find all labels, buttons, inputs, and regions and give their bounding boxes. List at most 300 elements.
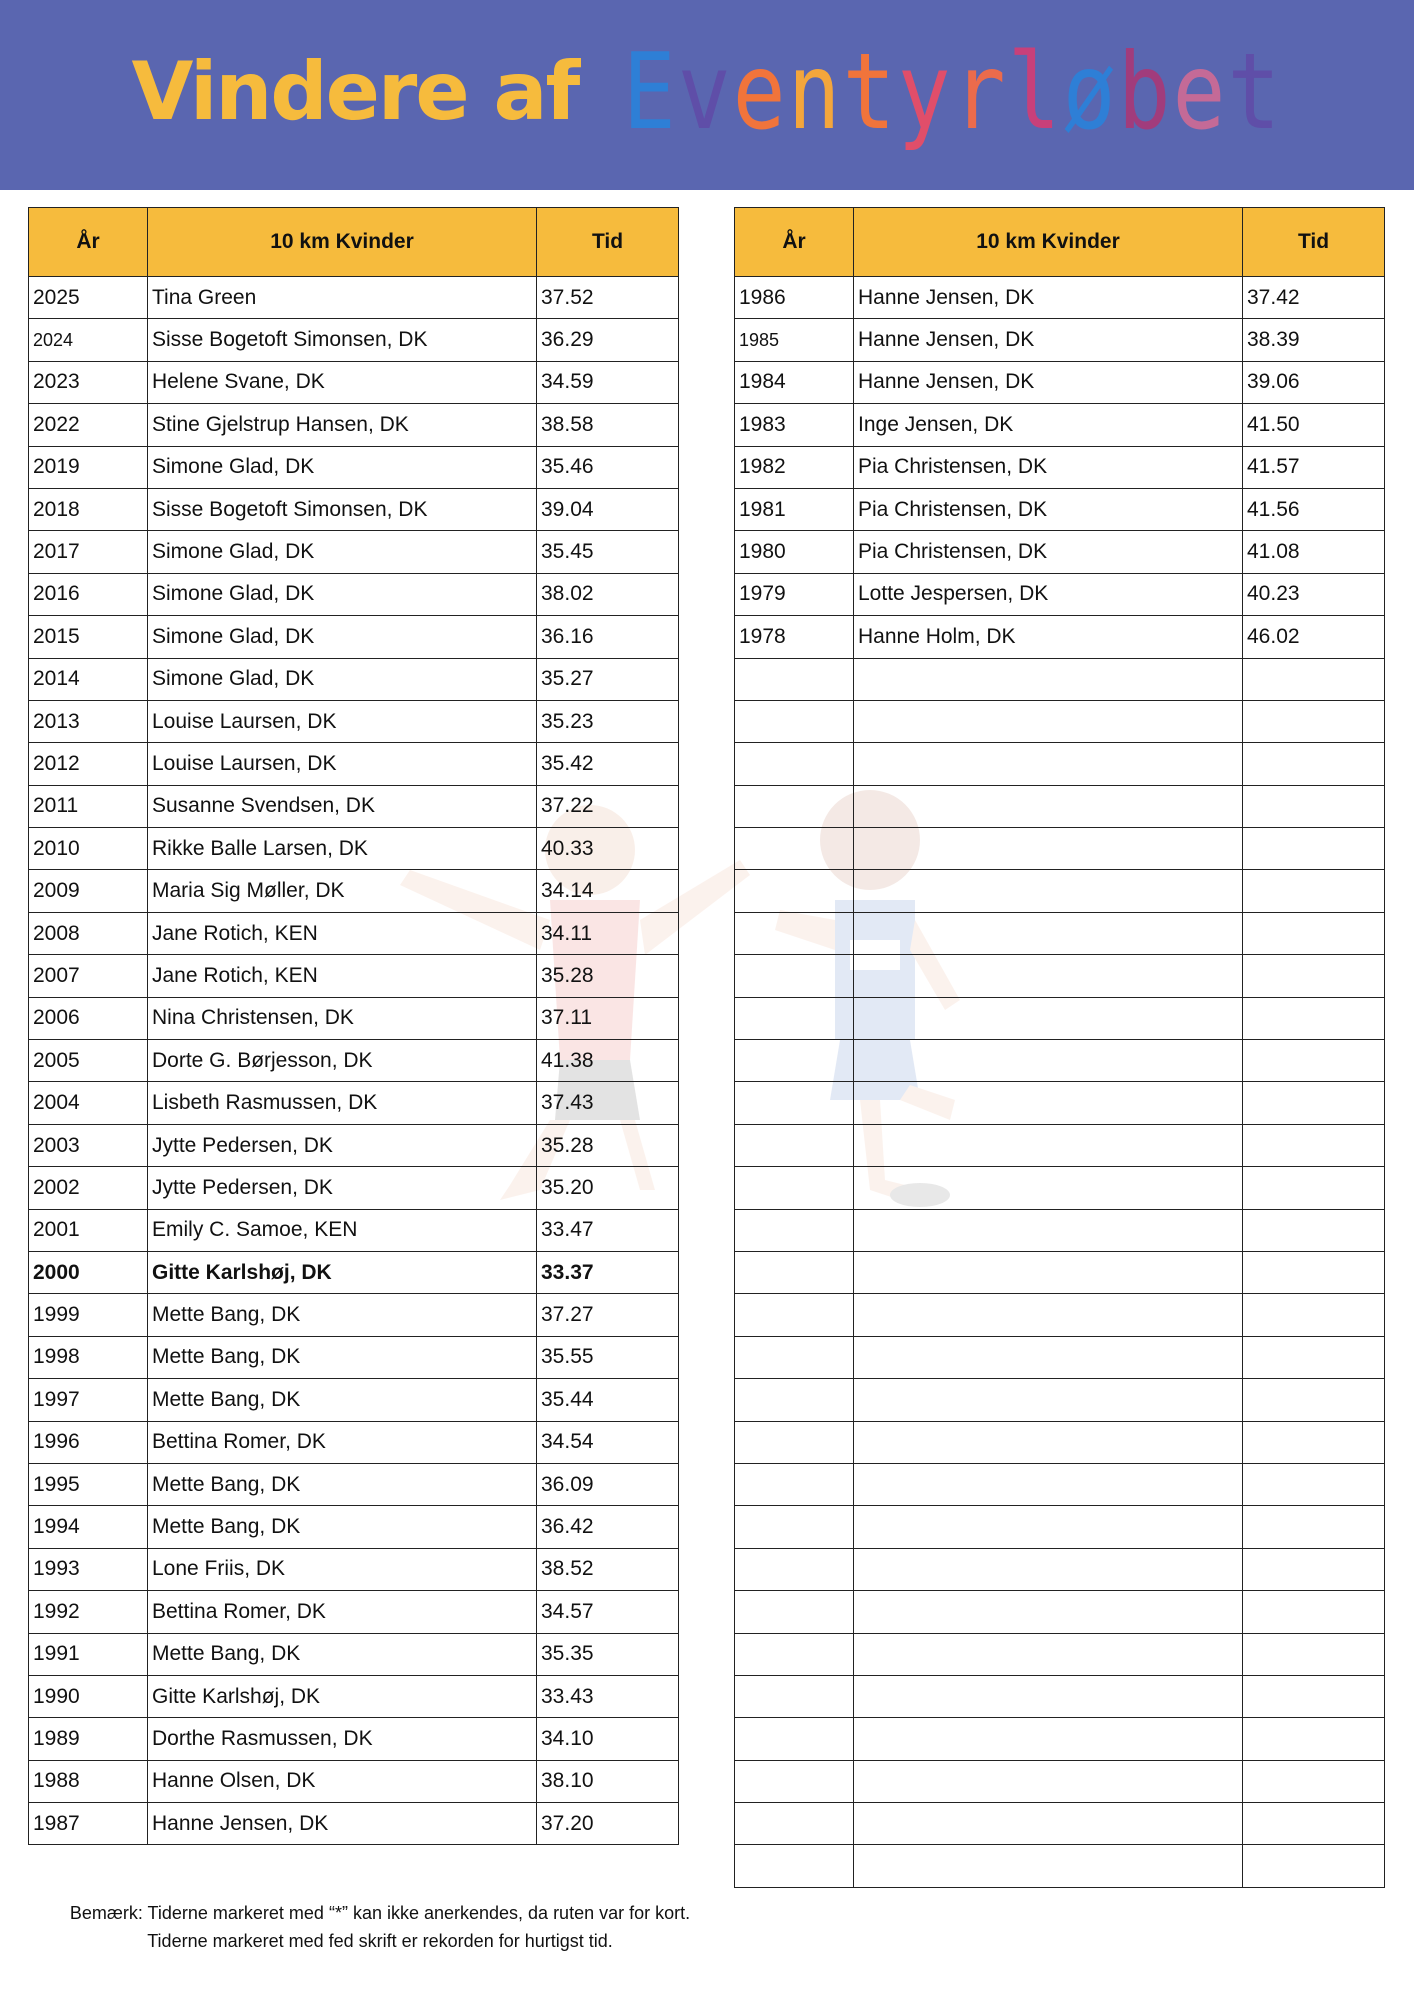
table-body-left (29, 277, 679, 1845)
cell-year: 1992 (29, 1591, 148, 1633)
table-row (29, 1124, 679, 1166)
table-row (29, 361, 679, 403)
cell-time: 37.52 (537, 277, 679, 319)
table-row (29, 1251, 679, 1293)
table-row (735, 955, 1385, 997)
cell-name: Pia Christensen, DK (854, 531, 1243, 573)
cell-name: Jane Rotich, KEN (148, 912, 537, 954)
cell-name: Lone Friis, DK (148, 1548, 537, 1590)
table-row (735, 1675, 1385, 1717)
cell-time (1243, 1294, 1385, 1336)
cell-name (854, 828, 1243, 870)
cell-time: 38.02 (537, 573, 679, 615)
cell-name (854, 1124, 1243, 1166)
cell-year (735, 1718, 854, 1760)
cell-name: Bettina Romer, DK (148, 1591, 537, 1633)
cell-name: Jytte Pedersen, DK (148, 1167, 537, 1209)
cell-name: Mette Bang, DK (148, 1294, 537, 1336)
cell-name (854, 912, 1243, 954)
cell-year (735, 870, 854, 912)
cell-time: 41.50 (1243, 404, 1385, 446)
cell-time: 40.33 (537, 828, 679, 870)
table-row (29, 404, 679, 446)
cell-name: Inge Jensen, DK (854, 404, 1243, 446)
cell-time (1243, 658, 1385, 700)
cell-time: 35.23 (537, 700, 679, 742)
cell-year: 2000 (29, 1251, 148, 1293)
cell-time: 37.11 (537, 997, 679, 1039)
cell-time: 35.46 (537, 446, 679, 488)
cell-year: 1998 (29, 1336, 148, 1378)
cell-year (735, 1040, 854, 1082)
cell-name: Sisse Bogetoft Simonsen, DK (148, 319, 537, 361)
cell-year: 2008 (29, 912, 148, 954)
table-row (735, 700, 1385, 742)
table-row (735, 912, 1385, 954)
cell-name: Emily C. Samoe, KEN (148, 1209, 537, 1251)
table-row (735, 616, 1385, 658)
cell-name: Hanne Jensen, DK (854, 361, 1243, 403)
cell-year: 2012 (29, 743, 148, 785)
logo-letter: n (787, 29, 843, 154)
table-row (29, 446, 679, 488)
cell-time: 35.35 (537, 1633, 679, 1675)
cell-time: 34.59 (537, 361, 679, 403)
cell-year (735, 1209, 854, 1251)
cell-year: 1981 (735, 488, 854, 530)
cell-name: Mette Bang, DK (148, 1379, 537, 1421)
cell-year: 1983 (735, 404, 854, 446)
table-row (735, 1506, 1385, 1548)
cell-name (854, 1082, 1243, 1124)
cell-year: 2013 (29, 700, 148, 742)
table-row (735, 1124, 1385, 1166)
cell-time (1243, 1209, 1385, 1251)
cell-year: 2022 (29, 404, 148, 446)
cell-year: 1997 (29, 1379, 148, 1421)
cell-name (854, 1040, 1243, 1082)
cell-name (854, 785, 1243, 827)
cell-year: 2002 (29, 1167, 148, 1209)
cell-time (1243, 1506, 1385, 1548)
cell-time (1243, 1463, 1385, 1505)
cell-name: Simone Glad, DK (148, 446, 537, 488)
cell-time (1243, 1167, 1385, 1209)
cell-year (735, 1167, 854, 1209)
table-row (29, 1082, 679, 1124)
cell-name (854, 658, 1243, 700)
cell-name: Gitte Karlshøj, DK (148, 1251, 537, 1293)
cell-name: Hanne Jensen, DK (854, 277, 1243, 319)
cell-year (735, 1294, 854, 1336)
cell-name (854, 1633, 1243, 1675)
cell-time: 36.29 (537, 319, 679, 361)
cell-year: 1980 (735, 531, 854, 573)
cell-year (735, 1506, 854, 1548)
cell-year: 1978 (735, 616, 854, 658)
cell-year: 2010 (29, 828, 148, 870)
table-row (29, 997, 679, 1039)
cell-time: 36.09 (537, 1463, 679, 1505)
cell-time (1243, 1760, 1385, 1802)
table-row (735, 277, 1385, 319)
cell-year: 2016 (29, 573, 148, 615)
table-header-row (29, 208, 679, 277)
logo-letter: e (1172, 29, 1228, 154)
cell-time: 36.16 (537, 616, 679, 658)
cell-year (735, 1591, 854, 1633)
table-row (29, 488, 679, 530)
header-name: 10 km Kvinder (148, 208, 537, 277)
cell-time (1243, 785, 1385, 827)
table-row (29, 1209, 679, 1251)
cell-name: Hanne Jensen, DK (854, 319, 1243, 361)
cell-year: 2019 (29, 446, 148, 488)
table-row (29, 1463, 679, 1505)
cell-year: 1985 (735, 319, 854, 361)
table-row (735, 1591, 1385, 1633)
cell-time (1243, 700, 1385, 742)
cell-year (735, 1336, 854, 1378)
logo-letter: v (677, 29, 733, 154)
table-row (735, 1463, 1385, 1505)
cell-time (1243, 1379, 1385, 1421)
table-row (29, 1633, 679, 1675)
cell-name (854, 1167, 1243, 1209)
cell-name: Hanne Holm, DK (854, 616, 1243, 658)
cell-name: Lotte Jespersen, DK (854, 573, 1243, 615)
cell-name (854, 1760, 1243, 1802)
table-row (29, 700, 679, 742)
table-body-right (735, 277, 1385, 1888)
cell-time (1243, 828, 1385, 870)
cell-year: 2017 (29, 531, 148, 573)
cell-year (735, 1379, 854, 1421)
cell-name: Bettina Romer, DK (148, 1421, 537, 1463)
cell-year: 1995 (29, 1463, 148, 1505)
cell-year: 1979 (735, 573, 854, 615)
cell-year (735, 1803, 854, 1845)
table-row (735, 1718, 1385, 1760)
cell-time: 33.47 (537, 1209, 679, 1251)
cell-year: 2024 (29, 319, 148, 361)
table-row (29, 1506, 679, 1548)
cell-name: Pia Christensen, DK (854, 488, 1243, 530)
cell-year (735, 997, 854, 1039)
cell-time (1243, 1718, 1385, 1760)
table-row (29, 912, 679, 954)
cell-time: 37.43 (537, 1082, 679, 1124)
table-row (735, 573, 1385, 615)
cell-year: 2009 (29, 870, 148, 912)
cell-name (854, 997, 1243, 1039)
table-row (29, 1040, 679, 1082)
cell-year: 1991 (29, 1633, 148, 1675)
cell-name (854, 1675, 1243, 1717)
table-row (29, 1421, 679, 1463)
logo-letter: t (842, 29, 898, 154)
cell-time (1243, 1548, 1385, 1590)
table-row (735, 828, 1385, 870)
cell-name (854, 1294, 1243, 1336)
table-row (29, 743, 679, 785)
logo-letter: e (732, 29, 788, 154)
cell-year: 1990 (29, 1675, 148, 1717)
table-row (735, 1421, 1385, 1463)
cell-time (1243, 1251, 1385, 1293)
table-row (735, 743, 1385, 785)
cell-year (735, 1463, 854, 1505)
cell-time (1243, 955, 1385, 997)
cell-time: 35.20 (537, 1167, 679, 1209)
cell-time: 35.55 (537, 1336, 679, 1378)
cell-year (735, 828, 854, 870)
cell-time: 34.10 (537, 1718, 679, 1760)
cell-year (735, 912, 854, 954)
table-row (735, 1633, 1385, 1675)
table-row (735, 1803, 1385, 1845)
cell-year: 1984 (735, 361, 854, 403)
cell-name: Jytte Pedersen, DK (148, 1124, 537, 1166)
logo-letter: ø (1062, 29, 1118, 154)
cell-name: Mette Bang, DK (148, 1336, 537, 1378)
cell-time: 34.57 (537, 1591, 679, 1633)
cell-time: 38.39 (1243, 319, 1385, 361)
table-row (29, 277, 679, 319)
cell-name: Nina Christensen, DK (148, 997, 537, 1039)
table-row (735, 361, 1385, 403)
cell-time: 34.54 (537, 1421, 679, 1463)
table-row (29, 870, 679, 912)
cell-year: 2025 (29, 277, 148, 319)
cell-time: 33.37 (537, 1251, 679, 1293)
table-row (29, 658, 679, 700)
cell-name: Dorte G. Børjesson, DK (148, 1040, 537, 1082)
cell-time: 37.20 (537, 1803, 679, 1845)
table-row (29, 1591, 679, 1633)
cell-time: 38.58 (537, 404, 679, 446)
table-row (735, 446, 1385, 488)
logo-letter: y (897, 29, 953, 154)
cell-name: Mette Bang, DK (148, 1633, 537, 1675)
cell-year (735, 1548, 854, 1590)
cell-name (854, 1845, 1243, 1887)
cell-year: 2004 (29, 1082, 148, 1124)
table-header-row (735, 208, 1385, 277)
cell-time: 39.06 (1243, 361, 1385, 403)
cell-name (854, 870, 1243, 912)
table-row (735, 1294, 1385, 1336)
cell-year: 2006 (29, 997, 148, 1039)
cell-year (735, 700, 854, 742)
cell-name (854, 743, 1243, 785)
table-row (735, 1167, 1385, 1209)
cell-time: 35.45 (537, 531, 679, 573)
cell-year: 1999 (29, 1294, 148, 1336)
table-row (29, 1760, 679, 1802)
cell-name: Simone Glad, DK (148, 573, 537, 615)
logo-letter: t (1227, 29, 1283, 154)
table-row (29, 1718, 679, 1760)
cell-name: Tina Green (148, 277, 537, 319)
logo-letter: l (1007, 29, 1063, 154)
logo-letter: r (952, 29, 1008, 154)
table-row (735, 1251, 1385, 1293)
table-row (29, 1167, 679, 1209)
cell-time: 40.23 (1243, 573, 1385, 615)
table-row (735, 404, 1385, 446)
cell-name (854, 1336, 1243, 1378)
table-row (29, 828, 679, 870)
cell-name: Louise Laursen, DK (148, 700, 537, 742)
cell-year (735, 1675, 854, 1717)
table-row (735, 997, 1385, 1039)
cell-name (854, 1209, 1243, 1251)
table-row (735, 1379, 1385, 1421)
cell-name: Gitte Karlshøj, DK (148, 1675, 537, 1717)
cell-time: 38.10 (537, 1760, 679, 1802)
cell-year: 2001 (29, 1209, 148, 1251)
table-row (735, 1760, 1385, 1802)
cell-time (1243, 1591, 1385, 1633)
cell-name: Maria Sig Møller, DK (148, 870, 537, 912)
cell-name: Simone Glad, DK (148, 531, 537, 573)
cell-time (1243, 1082, 1385, 1124)
cell-name (854, 955, 1243, 997)
cell-name: Simone Glad, DK (148, 658, 537, 700)
cell-time (1243, 743, 1385, 785)
table-row (29, 319, 679, 361)
cell-year (735, 1082, 854, 1124)
cell-year: 2005 (29, 1040, 148, 1082)
cell-name: Louise Laursen, DK (148, 743, 537, 785)
table-row (29, 955, 679, 997)
cell-name: Simone Glad, DK (148, 616, 537, 658)
cell-name (854, 1591, 1243, 1633)
cell-time (1243, 1336, 1385, 1378)
cell-time: 41.57 (1243, 446, 1385, 488)
cell-name: Mette Bang, DK (148, 1463, 537, 1505)
header-year: År (735, 208, 854, 277)
table-row (735, 1845, 1385, 1887)
cell-time: 34.11 (537, 912, 679, 954)
cell-year (735, 1124, 854, 1166)
cell-time: 37.22 (537, 785, 679, 827)
note-line-2: Tiderne markeret med fed skrift er rekorden for hurtigst tid. (147, 1931, 613, 1951)
cell-year (735, 1633, 854, 1675)
cell-time: 35.28 (537, 1124, 679, 1166)
table-row (735, 319, 1385, 361)
cell-name (854, 1506, 1243, 1548)
header-year: År (29, 208, 148, 277)
header-time: Tid (1243, 208, 1385, 277)
table-row (735, 870, 1385, 912)
cell-name: Susanne Svendsen, DK (148, 785, 537, 827)
cell-time: 35.42 (537, 743, 679, 785)
cell-year: 1989 (29, 1718, 148, 1760)
cell-name: Pia Christensen, DK (854, 446, 1243, 488)
cell-time (1243, 1421, 1385, 1463)
table-row (735, 1209, 1385, 1251)
cell-time: 41.56 (1243, 488, 1385, 530)
cell-name: Dorthe Rasmussen, DK (148, 1718, 537, 1760)
cell-time: 39.04 (537, 488, 679, 530)
cell-name: Helene Svane, DK (148, 361, 537, 403)
cell-year: 2007 (29, 955, 148, 997)
cell-time (1243, 1845, 1385, 1887)
cell-time: 35.44 (537, 1379, 679, 1421)
cell-name: Hanne Olsen, DK (148, 1760, 537, 1802)
title-eventyrlobet-logo (623, 30, 1283, 154)
cell-time: 37.27 (537, 1294, 679, 1336)
cell-time: 41.08 (1243, 531, 1385, 573)
cell-name (854, 1463, 1243, 1505)
cell-year: 2011 (29, 785, 148, 827)
cell-year (735, 955, 854, 997)
table-row (29, 1336, 679, 1378)
winners-table-right (734, 207, 1385, 1888)
cell-name (854, 1548, 1243, 1590)
title-part1: Vindere af (131, 45, 579, 138)
header-time: Tid (537, 208, 679, 277)
cell-name: Mette Bang, DK (148, 1506, 537, 1548)
logo-letter: E (622, 29, 678, 154)
cell-year: 1982 (735, 446, 854, 488)
cell-name (854, 1379, 1243, 1421)
table-row (29, 1379, 679, 1421)
cell-time: 46.02 (1243, 616, 1385, 658)
table-row (735, 658, 1385, 700)
cell-time (1243, 912, 1385, 954)
cell-time (1243, 1040, 1385, 1082)
table-row (735, 1548, 1385, 1590)
page-title (0, 29, 1414, 154)
cell-time: 41.38 (537, 1040, 679, 1082)
cell-name: Lisbeth Rasmussen, DK (148, 1082, 537, 1124)
cell-year (735, 1251, 854, 1293)
table-row (29, 1675, 679, 1717)
cell-name: Hanne Jensen, DK (148, 1803, 537, 1845)
cell-year: 2015 (29, 616, 148, 658)
cell-time: 38.52 (537, 1548, 679, 1590)
table-row (29, 616, 679, 658)
cell-time: 34.14 (537, 870, 679, 912)
winners-table-left (28, 207, 679, 1845)
table-row (29, 1294, 679, 1336)
table-row (29, 573, 679, 615)
note-line-1: Bemærk: Tiderne markeret med “*” kan ikke anerkendes, da ruten var for kort. (69, 1903, 691, 1923)
cell-time: 35.28 (537, 955, 679, 997)
cell-year: 1986 (735, 277, 854, 319)
cell-year: 2023 (29, 361, 148, 403)
cell-year (735, 1760, 854, 1802)
cell-time: 36.42 (537, 1506, 679, 1548)
cell-year: 2018 (29, 488, 148, 530)
logo-letter: b (1117, 29, 1173, 154)
table-row (735, 1082, 1385, 1124)
cell-year: 1988 (29, 1760, 148, 1802)
cell-year: 1994 (29, 1506, 148, 1548)
cell-year: 1987 (29, 1803, 148, 1845)
cell-name (854, 1803, 1243, 1845)
cell-time (1243, 1633, 1385, 1675)
cell-name: Stine Gjelstrup Hansen, DK (148, 404, 537, 446)
table-row (735, 785, 1385, 827)
cell-time (1243, 1675, 1385, 1717)
cell-time: 35.27 (537, 658, 679, 700)
header-name: 10 km Kvinder (854, 208, 1243, 277)
cell-year: 1993 (29, 1548, 148, 1590)
